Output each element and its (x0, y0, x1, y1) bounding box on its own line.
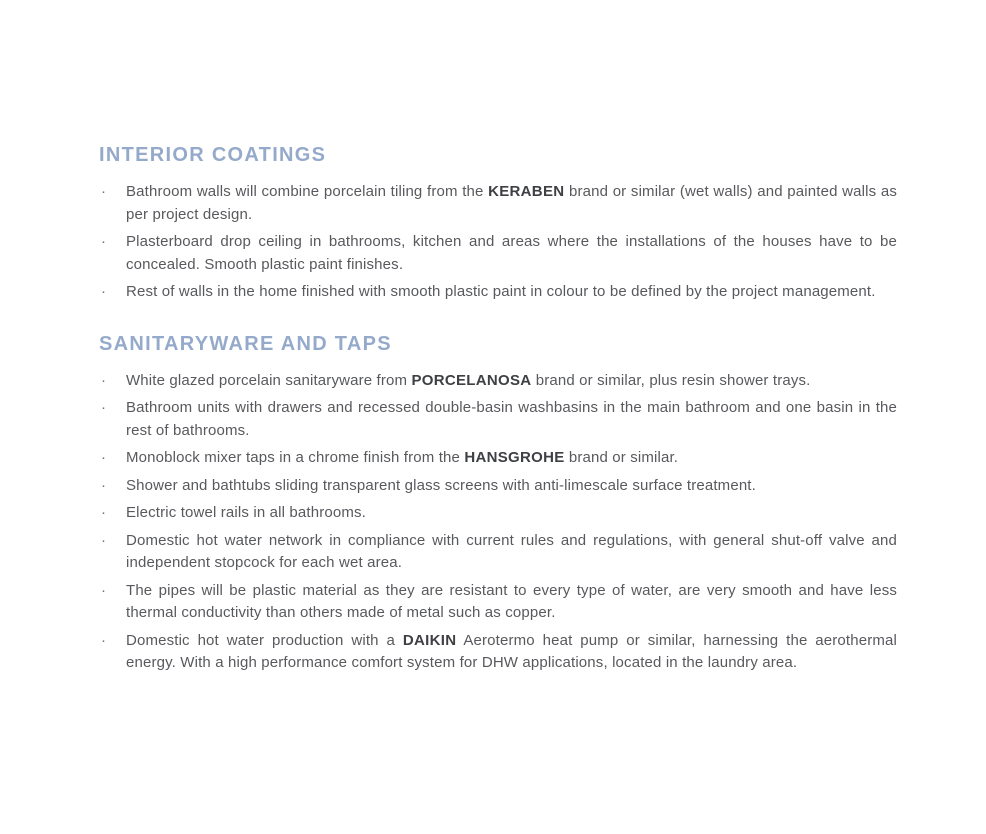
list-item (99, 530, 897, 575)
brand-name: HANSGROHE (464, 449, 565, 466)
section-interior-coatings (99, 143, 897, 304)
list-item (99, 231, 897, 276)
bullet-marker: · (101, 399, 107, 416)
item-text: White glazed porcelain sanitaryware from (126, 371, 412, 389)
item-text: The pipes will be plastic material as they are resistant to every type of water, are very smooth and have less thermal conductivity than others made of metal such as copper. (126, 581, 897, 621)
item-text: Bathroom units with drawers and recessed double-basin washbasins in the main bathroom and one basin in the rest of bathrooms. (126, 399, 897, 439)
item-text: Shower and bathtubs sliding transparent glass screens with anti-limescale surface treatment. (126, 476, 756, 494)
list-item (99, 370, 897, 393)
brand-name: KERABEN (488, 183, 565, 200)
bullet-marker: · (101, 476, 107, 494)
bullet-marker: · (101, 233, 107, 250)
item-text: Domestic hot water network in compliance with current rules and regulations, with general shut-off valve and independent stopcock for each wet area. (126, 531, 897, 571)
item-text: Aerotermo heat pump or similar, harnessing the aerothermal energy. With a high performance comfort system for DHW applications, located in the laundry area. (126, 631, 897, 671)
bullet-marker: · (101, 371, 107, 389)
item-text: Monoblock mixer taps in a chrome finish from the (126, 449, 465, 466)
item-text: Electric towel rails in all bathrooms. (126, 504, 366, 521)
item-text: Bathroom walls will combine porcelain tiling from the (126, 183, 489, 200)
bullet-marker: · (101, 581, 107, 599)
item-text: brand or similar. (564, 449, 679, 466)
list-item (99, 397, 897, 442)
brand-name: DAIKIN (402, 631, 457, 649)
section-heading: INTERIOR COATINGS (99, 144, 327, 166)
list-item (99, 630, 897, 675)
brand-name: PORCELANOSA (411, 371, 532, 389)
bullet-marker: · (101, 631, 107, 649)
page-content (99, 143, 897, 680)
bullet-marker: · (101, 283, 107, 300)
bullet-marker: · (101, 504, 107, 521)
list-item (99, 447, 897, 470)
list-item (99, 281, 897, 304)
item-text: Domestic hot water production with a (126, 631, 403, 649)
list-item (99, 502, 897, 525)
list-item (99, 475, 897, 498)
item-text: Rest of walls in the home finished with smooth plastic paint in colour to be defined by the project management. (126, 283, 876, 300)
section-sanitaryware-and-taps (99, 332, 897, 675)
section-heading: SANITARYWARE AND TAPS (99, 332, 392, 355)
item-text: Plasterboard drop ceiling in bathrooms, kitchen and areas where the installations of the houses have to be concealed. Smooth plastic paint finishes. (126, 233, 897, 273)
list-item (99, 580, 897, 625)
item-text: brand or similar, plus resin shower trays. (531, 371, 811, 389)
item-text: brand or similar (wet walls) and painted walls as per project design. (126, 183, 897, 223)
bullet-list (99, 370, 897, 675)
bullet-marker: · (101, 531, 107, 549)
bullet-marker: · (101, 449, 107, 466)
list-item (99, 181, 897, 226)
bullet-marker: · (101, 183, 107, 200)
bullet-list (99, 181, 897, 304)
